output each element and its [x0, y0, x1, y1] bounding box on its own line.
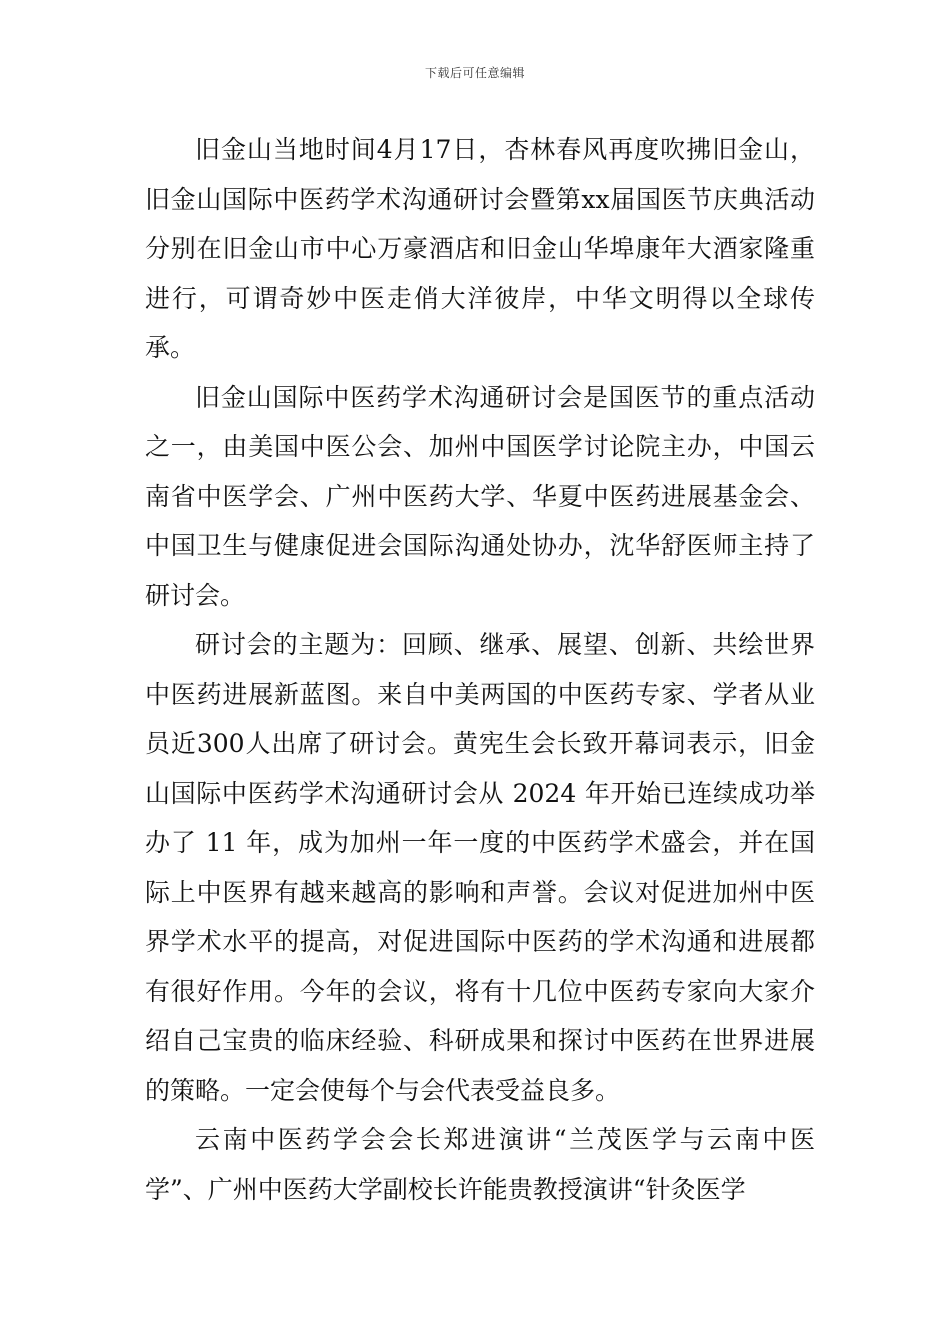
header-note: 下载后可任意编辑 — [424, 66, 525, 80]
paragraph-1: 旧金山当地时间4月17日，杏林春风再度吹拂旧金山，旧金山国际中医药学术沟通研讨会暨第xx届国医节庆典活动分别在旧金山市中心万豪酒店和旧金山华埠康年大酒家隆重进行，可谓奇妙中医走俏大洋彼岸，中华文明得以全球传承。 — [145, 135, 815, 362]
paragraph-4: 云南中医药学会会长郑进演讲“兰茂医学与云南中医学”、广州中医药大学副校长许能贵教授演讲“针灸医学 — [145, 1125, 815, 1204]
paragraph-2: 旧金山国际中医药学术沟通研讨会是国医节的重点活动之一，由美国中医公会、加州中国医学讨论院主办，中国云南省中医学会、广州中医药大学、华夏中医药进展基金会、中国卫生与健康促进会国际沟通处协办，沈华舒医师主持了研讨会。 — [145, 382, 815, 610]
paragraph-3: 研讨会的主题为：回顾、继承、展望、创新、共绘世界中医药进展新蓝图。来自中美两国的中医药专家、学者从业员近300人出席了研讨会。黄宪生会长致开幕词表示，旧金山国际中医药学术沟通研讨会从 2024 年开始已连续成功举办了 11 年，成为加州一年一度的中医药学术盛会，并在国际上中医界有越来越高的影响和声誉。会议对促进加州中医界学术水平的提高，对促进国际中医药的学术沟通和进展都有很好作用。今年的会议，将有十几位中医药专家向大家介绍自己宝贵的临床经验、科研成果和探讨中医药在世界进展的策略。一定会使每个与会代表受益良多。 — [145, 630, 815, 1105]
article-body — [145, 125, 815, 1214]
